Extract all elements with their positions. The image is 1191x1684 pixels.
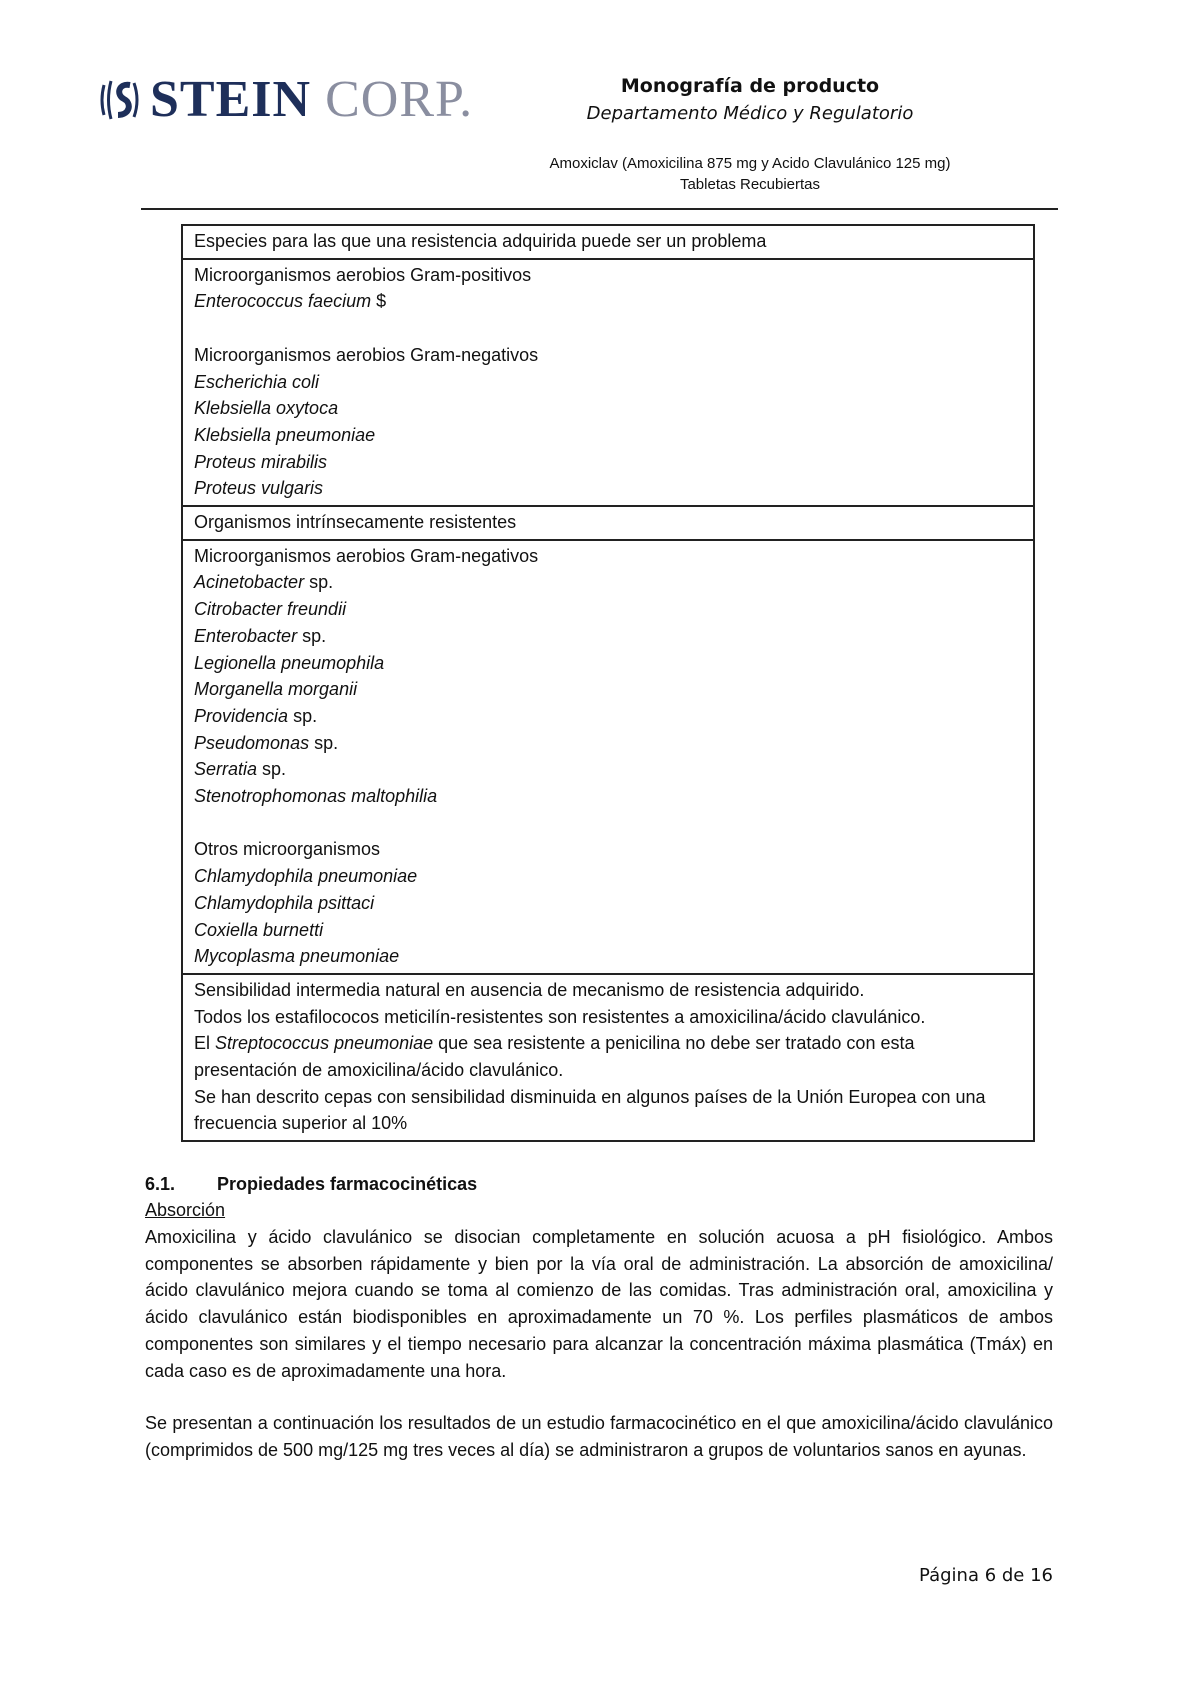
- paragraph: Amoxicilina y ácido clavulánico se disocian completamente en solución acuosa a pH fisiológico. Ambos componentes se absorben rápidamente y bien por la vía oral de administración. La absorción de amoxicilina/ácido clavulánico mejora cuando se toma al comienzo de las comidas. Tras administración oral, amoxicilina y ácido clavulánico están biodisponibles en aproximadamente un 70 %. Los perfiles plasmáticos de ambos componentes son similares y el tiempo necesario para alcanzar la concentración máxima plasmática (Tmáx) en cada caso es de aproximadamente una hora.: [145, 1227, 1053, 1381]
- section-number: 6.1.: [145, 1174, 176, 1194]
- footnote: Todos los estafilococos meticilín-resistentes son resistentes a amoxicilina/ácido clavulánico.: [194, 1006, 926, 1027]
- list-item: [194, 650, 1022, 677]
- group-title: Microorganismos aerobios Gram-positivos: [194, 264, 532, 285]
- species-name: Acinetobacter: [194, 572, 305, 593]
- list-item: Coxiella burnetti: [194, 919, 324, 940]
- species-name: Citrobacter freundii: [194, 599, 347, 620]
- spacer: [194, 810, 1022, 837]
- subsection-heading: Absorción: [145, 1200, 226, 1220]
- species-name: Streptococcus pneumoniae: [215, 1033, 434, 1054]
- footnote: Sensibilidad intermedia natural en ausencia de mecanismo de resistencia adquirido.: [194, 979, 865, 1000]
- table-row-acquired-resistance-list: [183, 258, 1033, 505]
- species-name: Providencia: [194, 705, 289, 726]
- table-row-footnotes: [183, 973, 1033, 1140]
- list-item: [194, 676, 1022, 703]
- section-title: Propiedades farmacocinéticas: [217, 1174, 478, 1194]
- species-name: Enterobacter: [194, 625, 298, 646]
- header-divider: [141, 208, 1058, 210]
- list-item: Klebsiella oxytoca: [194, 398, 339, 419]
- logo-name-bold: STEIN: [150, 71, 312, 128]
- stein-logo-mark-icon: [98, 75, 142, 125]
- group-title: Otros microorganismos: [194, 839, 381, 860]
- list-item: [194, 596, 1022, 623]
- company-logo: [98, 70, 473, 130]
- list-item: Chlamydophila pneumoniae: [194, 866, 418, 887]
- spacer: [194, 315, 1022, 342]
- row-heading: Especies para las que una resistencia adquirida puede ser un problema: [194, 231, 767, 251]
- document-title: Monografía de producto: [620, 75, 880, 97]
- species-suffix: sp.: [257, 759, 287, 780]
- list-item: [194, 703, 1022, 730]
- list-item: [194, 756, 1022, 783]
- header-titles: [540, 72, 960, 128]
- list-item: Proteus mirabilis: [194, 451, 328, 472]
- table-row-intrinsic-resistance-header: [183, 505, 1033, 539]
- species-name: Legionella pneumophila: [194, 652, 385, 673]
- logo-wordmark: [150, 71, 474, 128]
- footnote: Se han descrito cepas con sensibilidad disminuida en algunos países de la Unión Europea con una frecuencia superior al 10%: [194, 1086, 986, 1134]
- paragraph: Se presentan a continuación los resultados de un estudio farmacocinético en el que amoxicilina/ácido clavulánico (comprimidos de 500 mg/125 mg tres veces al día) se administraron a grupos de voluntarios sanos en ayunas.: [145, 1413, 1053, 1460]
- list-item: [194, 623, 1022, 650]
- table-row-acquired-resistance-header: [183, 226, 1033, 258]
- species-suffix: sp.: [309, 732, 339, 753]
- species-name: Serratia: [194, 759, 258, 780]
- susceptibility-table: [181, 224, 1035, 1142]
- species-suffix: $: [371, 291, 387, 312]
- list-item: Klebsiella pneumoniae: [194, 424, 376, 445]
- list-item: Chlamydophila psittaci: [194, 892, 375, 913]
- group-title: Microorganismos aerobios Gram-negativos: [194, 545, 539, 566]
- list-item: Escherichia coli: [194, 371, 320, 392]
- list-item: Mycoplasma pneumoniae: [194, 946, 400, 967]
- list-item: [194, 730, 1022, 757]
- section-heading: [145, 1171, 477, 1197]
- table-row-intrinsic-resistance-list: [183, 539, 1033, 973]
- list-item: Proteus vulgaris: [194, 478, 324, 499]
- product-name: [440, 153, 1060, 195]
- page-number: Página 6 de 16: [919, 1565, 1053, 1586]
- footnote-text: El: [194, 1033, 216, 1054]
- species-name: Pseudomonas: [194, 732, 310, 753]
- logo-name-light: CORP.: [325, 71, 474, 128]
- list-item: [194, 783, 1022, 810]
- species-name: Enterococcus faecium: [194, 291, 372, 312]
- list-item: [194, 569, 1022, 596]
- species-suffix: sp.: [304, 572, 334, 593]
- footnote-text: que sea resistente a penicilina no debe ser tratado con esta presentación de amoxicilina/ácido clavulánico.: [194, 1033, 915, 1081]
- species-name: Stenotrophomonas maltophilia: [194, 786, 438, 807]
- group-title: Microorganismos aerobios Gram-negativos: [194, 344, 539, 365]
- product-line-2: Tabletas Recubiertas: [679, 176, 821, 193]
- species-suffix: sp.: [297, 625, 327, 646]
- species-name: Morganella morganii: [194, 679, 358, 700]
- row-heading: Organismos intrínsecamente resistentes: [194, 512, 517, 533]
- footnote: [194, 1030, 1022, 1083]
- species-suffix: sp.: [288, 705, 318, 726]
- department-name: Departamento Médico y Regulatorio: [586, 103, 914, 124]
- list-item: [194, 288, 1022, 315]
- product-line-1: Amoxiclav (Amoxicilina 875 mg y Acido Clavulánico 125 mg): [549, 155, 951, 172]
